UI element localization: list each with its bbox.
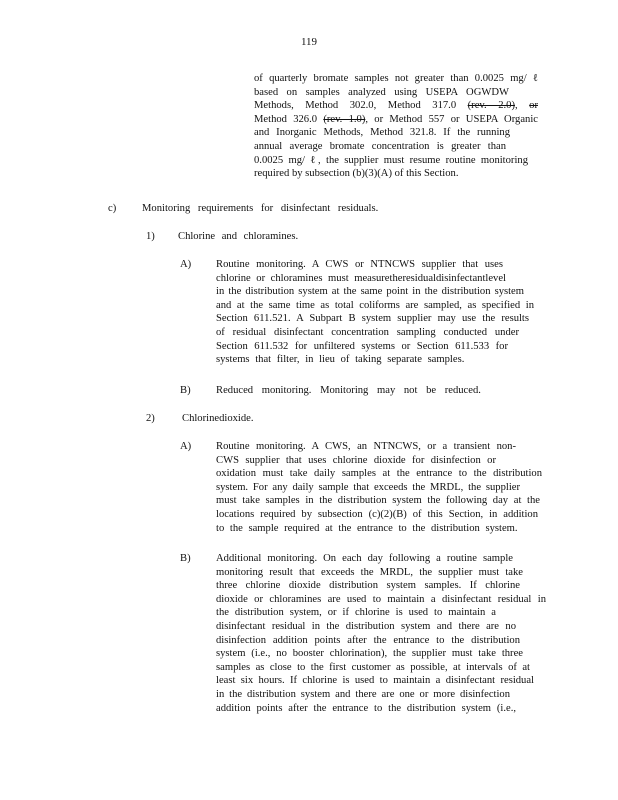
- text-line: in the distribution system at the same point in the distribution system: [216, 286, 524, 298]
- text-line: Additional monitoring. On each day following a routine sample: [216, 553, 513, 564]
- item-2b-label: B): [180, 553, 191, 564]
- text-line: to the sample required at the entrance to the distribution system.: [216, 522, 518, 534]
- reduced-monitoring-text: Reduced monitoring. Monitoring may not be reduced.: [216, 385, 481, 396]
- struck-text: or: [529, 100, 538, 112]
- item-2-heading: Chlorinedioxide.: [182, 413, 254, 424]
- text-segment: Method 326.0: [254, 113, 324, 125]
- text-line: Section 611.532 for unfiltered systems or Section 611.533 for: [216, 340, 508, 352]
- text-line: in the distribution system and there are one or more disinfection: [216, 688, 510, 700]
- text-line: system. For any daily sample that exceeds the MRDL, the supplier: [216, 481, 520, 493]
- subsection-c-label: c): [108, 203, 117, 214]
- bromate-paragraph: [254, 72, 538, 181]
- text-line: Section 611.521. A Subpart B system supplier may use the results: [216, 313, 529, 325]
- text-line: monitoring result that exceeds the MRDL, the supplier must take: [216, 566, 523, 578]
- text-line: Routine monitoring. A CWS, an NTNCWS, or a transient non-: [216, 441, 516, 452]
- routine-monitoring-chlorine-paragraph: [216, 258, 534, 367]
- text-line: Routine monitoring. A CWS or NTNCWS supplier that uses: [216, 259, 503, 270]
- text-line: disinfectant residual in the distribution system and there are no: [216, 620, 516, 632]
- text-line: the distribution system, or if chlorine is used to maintain a: [216, 607, 496, 619]
- text-line: 0.0025 mg/ ℓ, the supplier must resume routine monitoring: [254, 154, 528, 166]
- text-line: systems that filter, in lieu of taking separate samples.: [216, 354, 465, 366]
- text-line: [254, 113, 538, 127]
- struck-text: (rev. 2.0): [467, 100, 515, 112]
- text-line: based on samples analyzed using USEPA OGWDW: [254, 86, 509, 98]
- text-segment: ,: [514, 100, 530, 112]
- item-1b-label: B): [180, 385, 191, 396]
- text-line: required by subsection (b)(3)(A) of this Section.: [254, 168, 459, 180]
- text-line: of quarterly bromate samples not greater than 0.0025 mg/ ℓ: [254, 73, 538, 84]
- text-line: locations required by subsection (c)(2)(B) of this Section, in addition: [216, 508, 538, 520]
- text-line: oxidation must take daily samples at the entrance to the distribution: [216, 468, 542, 480]
- text-line: of residual disinfectant concentration sampling conducted under: [216, 326, 519, 338]
- text-line: [254, 99, 538, 113]
- text-line: samples as close to the first customer as possible, at intervals of at: [216, 661, 530, 673]
- item-1-label: 1): [146, 231, 155, 242]
- text-line: three chlorine dioxide distribution system samples. If chlorine: [216, 580, 520, 592]
- text-line: system (i.e., no booster chlorination), the supplier must take three: [216, 648, 523, 660]
- item-1-heading: Chlorine and chloramines.: [178, 231, 299, 242]
- additional-monitoring-paragraph: [216, 552, 546, 715]
- text-line: addition points after the entrance to the distribution system (i.e.,: [216, 702, 516, 714]
- item-1a-label: A): [180, 259, 192, 270]
- text-segment: Methods, Method 302.0, Method 317.0: [254, 100, 468, 112]
- text-line: annual average bromate concentration is greater than: [254, 140, 506, 152]
- routine-monitoring-chlorine-dioxide-paragraph: [216, 440, 542, 535]
- item-2-label: 2): [146, 413, 155, 424]
- text-line: least six hours. If chlorine is used to maintain a disinfectant residual: [216, 675, 534, 687]
- struck-text: (rev. 1.0): [323, 113, 366, 125]
- subsection-c-heading: Monitoring requirements for disinfectant residuals.: [142, 203, 379, 214]
- text-line: and Inorganic Methods, Method 321.8. If the running: [254, 127, 510, 139]
- text-line: CWS supplier that uses chlorine dioxide for disinfection or: [216, 454, 496, 466]
- text-line: disinfection addition points after the entrance to the distribution: [216, 634, 520, 646]
- text-line: and at the same time as total coliforms are sampled, as specified in: [216, 299, 534, 311]
- item-2a-label: A): [180, 441, 192, 452]
- page-number: 119: [300, 36, 318, 48]
- text-segment: , or Method 557 or USEPA Organic: [365, 113, 538, 125]
- text-line: dioxide or chloramines are used to maintain a disinfectant residual in: [216, 593, 546, 605]
- text-line: must take samples in the distribution system the following day at the: [216, 495, 540, 507]
- text-line: chlorine or chloramines must measuretheresidualdisinfectantlevel: [216, 272, 506, 284]
